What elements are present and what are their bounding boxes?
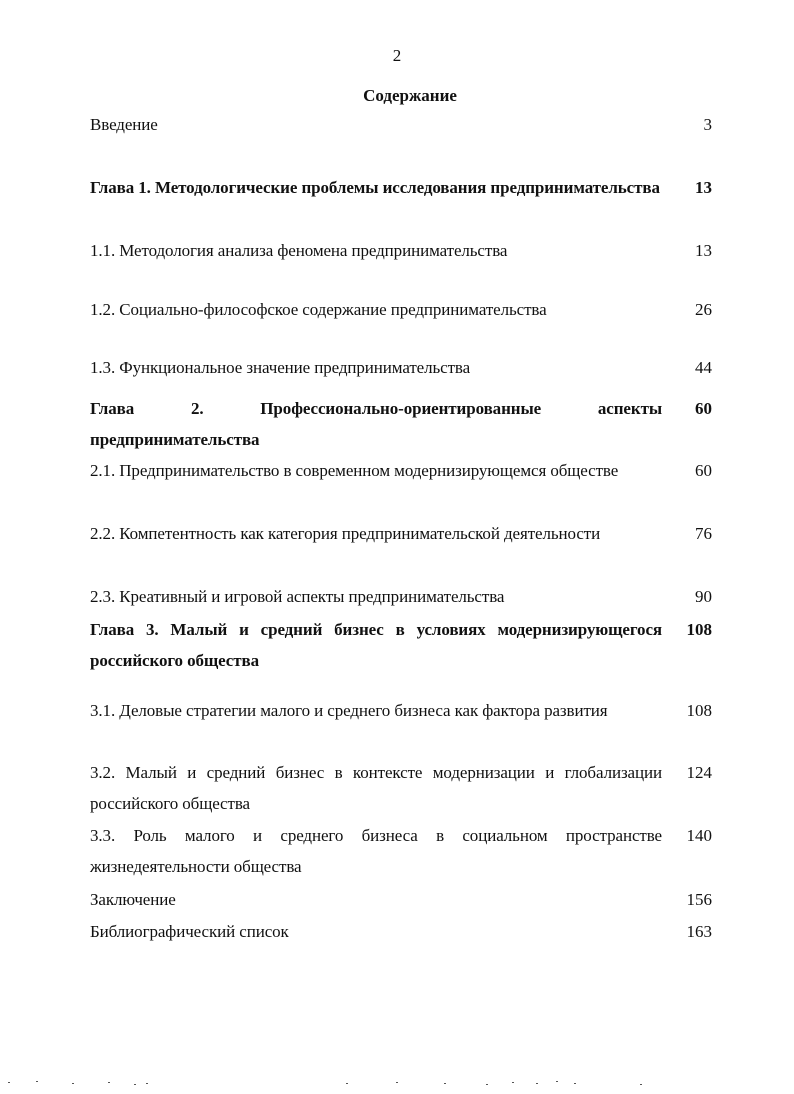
toc-entry-chapter-3 xyxy=(90,614,720,676)
toc-entry-bibliography xyxy=(90,916,720,947)
toc-entry-2-1 xyxy=(90,455,720,486)
entry-page: 90 xyxy=(695,587,712,606)
scan-artifacts xyxy=(0,1079,794,1087)
entry-page: 156 xyxy=(686,890,712,909)
toc-entry-1-3 xyxy=(90,352,720,383)
entry-page: 108 xyxy=(686,701,712,720)
toc-entry-introduction xyxy=(90,109,720,140)
entry-text: 2.1. Предпринимательство в современном модернизирующемся обществе xyxy=(90,461,619,480)
entry-text: Глава 3. Малый и средний бизнес в условиях модернизирующегося российского общества xyxy=(90,620,662,670)
entry-page: 124 xyxy=(686,763,712,782)
entry-text: 2.3. Креативный и игровой аспекты предпринимательства xyxy=(90,587,505,606)
toc-entry-conclusion xyxy=(90,884,720,915)
entry-page: 76 xyxy=(695,524,712,543)
entry-text: 3.2. Малый и средний бизнес в контексте модернизации и глобализации российского общества xyxy=(90,763,662,813)
toc-entry-2-3 xyxy=(90,581,720,612)
entry-page: 13 xyxy=(695,178,712,197)
toc-title: Содержание xyxy=(363,86,457,105)
entry-text: 1.2. Социально-философское содержание предпринимательства xyxy=(90,300,547,319)
entry-text: 1.1. Методология анализа феномена предпринимательства xyxy=(90,241,508,260)
toc-entry-1-2 xyxy=(90,294,720,325)
entry-page: 163 xyxy=(686,922,712,941)
entry-text: Заключение xyxy=(90,890,176,909)
entry-text: Библиографический список xyxy=(90,922,289,941)
entry-page: 140 xyxy=(686,826,712,845)
entry-text: Введение xyxy=(90,115,158,134)
entry-page: 60 xyxy=(695,461,712,480)
entry-text: 1.3. Функциональное значение предпринимательства xyxy=(90,358,471,377)
entry-page: 26 xyxy=(695,300,712,319)
page-number: 2 xyxy=(392,46,402,65)
toc-entry-3-3 xyxy=(90,820,720,882)
entry-page: 44 xyxy=(695,358,712,377)
toc-entry-chapter-2 xyxy=(90,393,720,455)
entry-page: 3 xyxy=(703,115,712,134)
entry-page: 108 xyxy=(686,620,712,639)
entry-text: Глава 2. Профессионально-ориентированные аспекты предпринимательства xyxy=(90,399,662,449)
toc-entry-2-2 xyxy=(90,518,720,549)
toc-entry-1-1 xyxy=(90,235,720,266)
entry-text: 2.2. Компетентность как категория предпринимательской деятельности xyxy=(90,524,601,543)
entry-page: 13 xyxy=(695,241,712,260)
entry-text: 3.3. Роль малого и среднего бизнеса в социальном пространстве жизнедеятельности общества xyxy=(90,826,662,876)
entry-text: 3.1. Деловые стратегии малого и среднего бизнеса как фактора развития xyxy=(90,701,608,720)
toc-entry-chapter-1 xyxy=(90,172,720,203)
toc-entry-3-1 xyxy=(90,695,720,726)
entry-text: Глава 1. Методологические проблемы исследования предпринимательства xyxy=(90,178,660,197)
entry-page: 60 xyxy=(695,399,712,418)
toc-entry-3-2 xyxy=(90,757,720,819)
